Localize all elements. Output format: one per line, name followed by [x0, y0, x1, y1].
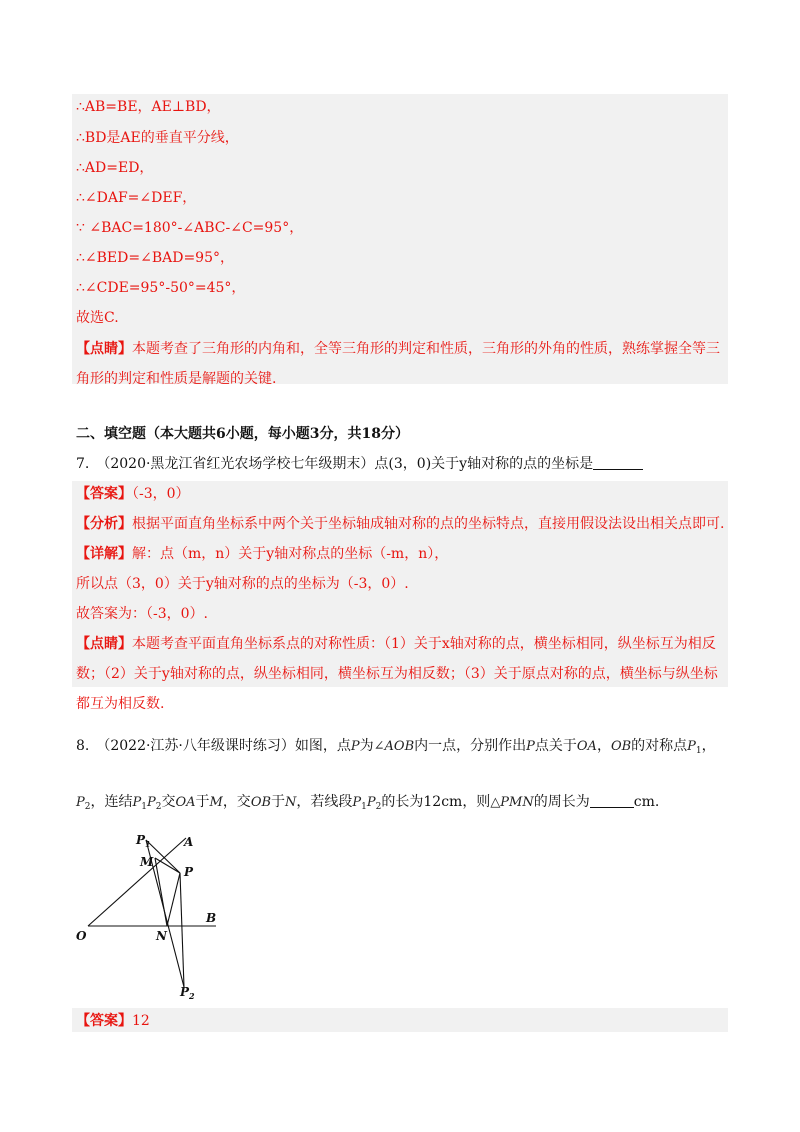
- q8-answer-blank: [590, 793, 634, 808]
- solution-line-6: ∴∠BED=∠BAD=95°，: [76, 250, 234, 266]
- q8-point-p1: [687, 739, 701, 754]
- q8-seg-p2: P: [146, 795, 156, 810]
- q8-p1-sub: 1: [695, 746, 702, 756]
- comment-text: 本题考查了三角形的内角和，全等三角形的判定和性质，三角形的外角的性质，熟练掌握全等三角形的判定和性质是解题的关键.: [76, 341, 720, 387]
- q7-comment-text: 本题考查平面直角坐标系点的对称性质：（1）关于x轴对称的点，横坐标相同，纵坐标互为相反数；（2）关于y轴对称的点，纵坐标相同，横坐标互为相反数；（3）关于原点对称的点，横坐标与纵坐标都互为相反数.: [76, 636, 718, 712]
- q8-seg2-p2-sub: 2: [375, 802, 382, 812]
- q7-detail-line-3: 故答案为：（-3，0）.: [76, 606, 208, 622]
- q8-text-duichendian: 的对称点: [631, 738, 688, 754]
- q7-detail-tag: 【详解】: [76, 546, 132, 562]
- q8-answer: [76, 1011, 150, 1031]
- segment-p-p2: [180, 873, 184, 987]
- label-n: N: [156, 929, 167, 943]
- q8-answer-text: 12: [132, 1013, 150, 1029]
- q8-text-yu: 于: [195, 794, 210, 810]
- q8-segment-p1p2: [132, 795, 161, 810]
- q7-stem-text: 7. （2020·黑龙江省红光农场学校七年级期末）点(3，0)关于y轴对称的点的坐标是: [76, 456, 594, 472]
- q8-seg-p1-sub: 1: [141, 802, 147, 812]
- label-p2: $P_2$: [180, 985, 195, 1001]
- q8-stem-line-1: [76, 736, 716, 761]
- q7-analysis-text: 根据平面直角坐标系中两个关于坐标轴成轴对称的点的坐标特点，直接用假设法设出相关点即可.: [132, 516, 725, 532]
- q7-analysis: [76, 514, 724, 534]
- segment-m-n: [155, 858, 167, 926]
- solution-line-1: ∴AB=BE，AE⊥BD，: [76, 99, 221, 115]
- q8-segment-p1p2-2: [352, 795, 381, 810]
- q8-ray-oa-2: OA: [175, 795, 196, 810]
- q8-text-wei: 为: [359, 738, 374, 754]
- q8-text-ruoxianduan: ，若线段: [296, 794, 353, 810]
- q7-detail-text: 解：点（m，n）关于y轴对称点的坐标（-m，n），: [132, 546, 449, 562]
- q8-angle-aob: ∠AOB: [373, 739, 415, 754]
- q8-stem-intro: 8. （2022·江苏·八年级课时练习）如图，点: [76, 738, 351, 754]
- q8-text-zhouchangwei: 的周长为: [533, 794, 590, 810]
- q7-detail-line-2: 所以点（3，0）关于y轴对称的点的坐标为（-3，0）.: [76, 576, 409, 592]
- q7-comment-tag: 【点睛】: [76, 636, 132, 652]
- ray-oa: [88, 838, 186, 926]
- q7-analysis-tag: 【分析】: [76, 516, 132, 532]
- comment-tag: 【点睛】: [76, 341, 132, 357]
- q7-detail: [76, 544, 448, 564]
- q8-seg2-p1: P: [352, 795, 362, 810]
- q8-p2-sub: 2: [84, 802, 91, 812]
- label-p: P: [184, 865, 194, 879]
- q8-text-jiao-2: ，交: [222, 794, 251, 810]
- q8-point-p-2: P: [526, 739, 535, 754]
- solution-line-3: ∴AD=ED，: [76, 160, 154, 176]
- solution-line-5: ∵ ∠BAC=180°-∠ABC-∠C=95°，: [76, 220, 304, 236]
- q8-seg2-p1-sub: 1: [361, 802, 367, 812]
- label-a: A: [184, 835, 194, 849]
- q8-seg-p1: P: [132, 795, 142, 810]
- q8-stem-line-2: [76, 792, 659, 817]
- solution-comment: [76, 334, 724, 394]
- section-title: 二、填空题（本大题共6小题，每小题3分，共18分）: [76, 426, 409, 442]
- q7-answer-tag: 【答案】: [76, 486, 132, 502]
- solution-line-4: ∴∠DAF=∠DEF，: [76, 190, 197, 206]
- q8-point-p: P: [350, 739, 360, 754]
- q8-answer-tag: 【答案】: [76, 1013, 132, 1029]
- q8-unit: cm.: [633, 794, 660, 810]
- q8-text-lianjie: ，连结: [90, 794, 133, 810]
- label-o: O: [76, 929, 87, 943]
- q8-point-m: M: [209, 795, 223, 810]
- q7-answer: [76, 484, 190, 504]
- q8-text-dechangwei: 的长为: [381, 794, 424, 810]
- q8-seg2-p2: P: [366, 795, 376, 810]
- solution-line-2: ∴BD是AE的垂直平分线，: [76, 130, 239, 146]
- q7-answer-blank: [593, 455, 643, 470]
- q8-ray-ob: OB: [610, 739, 632, 754]
- q8-point-n: N: [285, 795, 297, 810]
- q7-comment: [76, 629, 724, 719]
- q8-text-neiyidian: 内一点，分别作出: [414, 738, 527, 754]
- q8-length: 12cm: [423, 794, 463, 810]
- q8-comma-2: ，: [701, 738, 716, 754]
- q8-point-p2: [76, 795, 90, 810]
- segment-n-p: [167, 873, 180, 926]
- q8-text-ze: ，则: [462, 794, 491, 810]
- q8-p1-letter: P: [687, 739, 696, 754]
- label-b: B: [206, 911, 217, 925]
- solution-conclusion: 故选C.: [76, 310, 119, 326]
- q8-solution-panel: [72, 1008, 728, 1032]
- geometry-figure: [74, 830, 224, 1005]
- q7-stem: [76, 454, 643, 474]
- solution-line-7: ∴∠CDE=95°-50°=45°，: [76, 280, 246, 296]
- label-m: M: [140, 855, 154, 869]
- q8-triangle-pmn: △PMN: [490, 795, 534, 810]
- q8-ray-ob-2: OB: [250, 795, 272, 810]
- label-p1: $P_1$: [136, 833, 151, 849]
- q7-answer-text: （-3，0）: [132, 486, 190, 502]
- q8-text-yu-2: 于: [271, 794, 286, 810]
- q8-p2-letter: P: [76, 795, 85, 810]
- q8-comma: ，: [596, 738, 611, 754]
- q8-ray-oa: OA: [576, 739, 597, 754]
- q8-text-dianguanyu: 点关于: [534, 738, 577, 754]
- q8-text-jiao: 交: [161, 794, 176, 810]
- q8-seg-p2-sub: 2: [155, 802, 162, 812]
